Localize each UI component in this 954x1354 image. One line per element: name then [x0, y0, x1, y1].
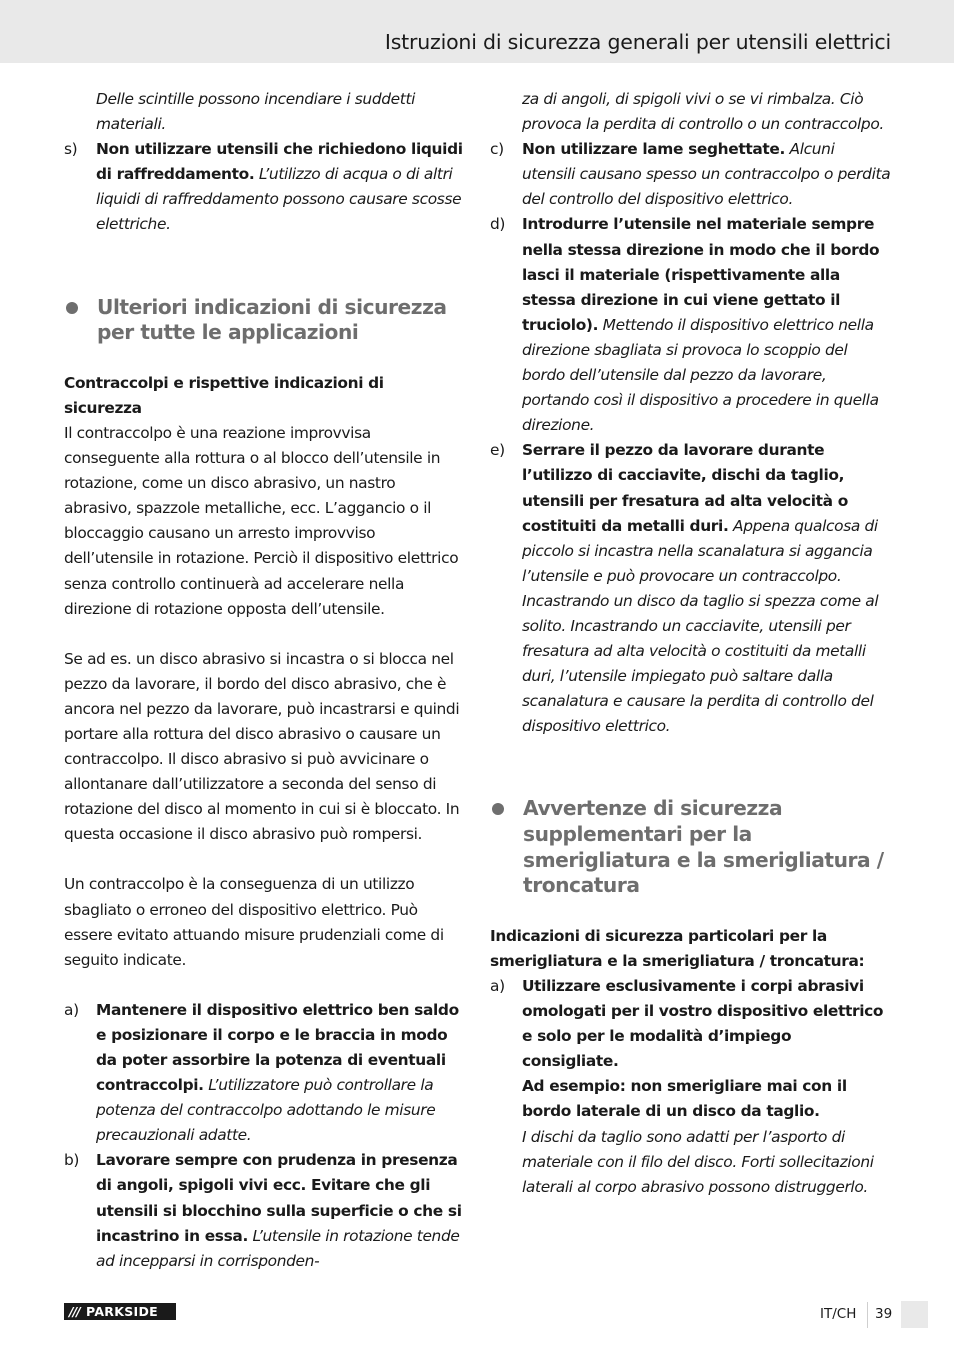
language-code: IT/CH — [820, 1306, 857, 1322]
list-item-c — [490, 137, 892, 212]
item-bold-text: Non utilizzare utensili che richiedono liquidi di raffreddamento. — [96, 140, 463, 184]
list-item-grinding-a — [490, 974, 892, 1200]
list-item-d — [490, 212, 892, 438]
item-bold-text-2: Ad esempio: non smerigliare mai con il bordo laterale di un disco da taglio. — [522, 1077, 847, 1121]
item-label: d) — [490, 215, 506, 234]
parkside-logo: /// PARKSIDE — [64, 1303, 176, 1320]
paragraph-3: Un contraccolpo è la conseguenza di un utilizzo sbagliato o erroneo del dispositivo elettrico. Può essere evitato attuando misure prudenziali come di seguito indicate. — [64, 875, 444, 969]
subheading-grinding: Indicazioni di sicurezza particolari per la smerigliatura e la smerigliatura / troncatura: — [490, 926, 865, 970]
paragraph-2: Se ad es. un disco abrasivo si incastra o si blocca nel pezzo da lavorare, il bordo del disco abrasivo, che è ancora nel pezzo da lavorare, può incastrarsi e quindi portare alla rottura del disco abrasivo o causare un contraccolpo. Il disco abrasivo si può avvicinare o allontanare dall’utilizzatore a seconda del senso di rotazione del disco al momento in cui si è bloccato. In questa occasione il disco abrasivo può rompersi. — [64, 649, 460, 844]
item-italic-text: Alcuni utensili causano spesso un contraccolpo o perdita del controllo del dispositivo elettrico. — [522, 140, 891, 209]
list-item-a — [64, 998, 466, 1149]
item-italic-text: L’utensile in rotazione tende ad incepparsi in corrisponden- — [96, 1226, 460, 1270]
item-bold-text: Introdurre l’utensile nel materiale sempre nella stessa direzione in modo che il bordo lasci il materiale (rispettivamente alla stessa direzione in cui viene gettato il truciolo). — [522, 215, 880, 334]
item-italic-text: Mettendo il dispositivo elettrico nella direzione sbagliata si provoca lo scoppio del bordo dell’utensile dal pezzo da lavorare, portando così il dispositivo a procedere in quella direzione. — [522, 315, 879, 435]
page-marker-box — [901, 1301, 928, 1328]
item-label: b) — [64, 1151, 80, 1170]
item-italic-text: L’utilizzo di acqua o di altri liquidi di raffreddamento possono causare scosse elettriche. — [96, 165, 462, 234]
item-bold-text: Utilizzare esclusivamente i corpi abrasivi omologati per il vostro dispositivo elettrico e solo per le modalità d’impiego consigliate. — [522, 977, 884, 1071]
item-bold-text: Mantenere il dispositivo elettrico ben saldo e posizionare il corpo e le braccia in modo da poter assorbire la potenza di eventuali contraccolpi. — [96, 1000, 459, 1095]
subheading-kickback: Contraccolpi e rispettive indicazioni di sicurezza — [64, 373, 384, 417]
item-italic-text: L’utilizzatore può controllare la potenza del contraccolpo adottando le misure precauzionali adatte. — [96, 1076, 436, 1145]
item-italic-text: Appena qualcosa di piccolo si incastra nella scanalatura si aggancia l’utensile e può provocare un contraccolpo. Incastrando un disco da taglio si spezza come al solito. Incastrando un cacciavite, utensili per fresatura ad alta velocità o costituiti da metalli duri, l’utensile impiegato può saltare dalla scanalatura e causare la perdita di controllo del dispositivo elettrico. — [522, 516, 879, 736]
item-bold-text: Lavorare sempre con prudenza in presenza di angoli, spigoli vivi ecc. Evitare che gli utensili si blocchino sulla superficie o che si incastrino in essa. — [96, 1151, 462, 1245]
list-item-s — [64, 137, 466, 237]
item-bold-text: Serrare il pezzo da lavorare durante l’utilizzo di cacciavite, dischi da taglio, utensili per fresatura ad alta velocità o costituiti da metalli duri. — [522, 441, 848, 535]
item-label: a) — [490, 977, 505, 995]
right-column — [490, 87, 892, 1200]
item-label: s) — [64, 140, 78, 159]
item-label: a) — [64, 1000, 79, 1019]
continued-paragraph: za di angoli, di spigoli vivi o se vi rimbalza. Ciò provoca la perdita di controllo o un contraccolpo. — [522, 90, 884, 134]
item-bold-text: Non utilizzare lame seghettate. — [522, 140, 785, 159]
page-header-title: Istruzioni di sicurezza generali per utensili elettrici — [384, 30, 891, 54]
page-footer — [0, 1300, 954, 1330]
page-number: 39 — [875, 1306, 893, 1322]
bullet-icon — [492, 803, 504, 815]
continued-paragraph: Delle scintille possono incendiare i suddetti materiali. — [96, 90, 416, 134]
left-column — [64, 87, 466, 1274]
paragraph-1: Il contraccolpo è una reazione improvvisa conseguente alla rottura o al blocco dell’utensile in rotazione, come un disco abrasivo, un nastro abrasivo, spazzole metalliche, ecc. L’aggancio o il bloccaggio causano un arresto improvviso dell’utensile in rotazione. Perciò il dispositivo elettrico senza controllo continuerà ad accelerare nella direzione di rotazione opposta dell’utensile. — [64, 423, 459, 618]
item-italic-text: I dischi da taglio sono adatti per l’asporto di materiale con il filo del disco. Forti sollecitazioni laterali al corpo abrasivo possono distruggerlo. — [522, 1127, 874, 1196]
bullet-icon — [66, 302, 78, 314]
footer-divider — [867, 1302, 868, 1328]
section-heading-2: Avvertenze di sicurezza supplementari per la smerigliatura e la smerigliatura / troncatura — [490, 796, 892, 898]
list-item-b — [64, 1148, 466, 1273]
list-item-e — [490, 438, 892, 739]
item-label: c) — [490, 140, 504, 159]
section-heading-1: Ulteriori indicazioni di sicurezza per tutte le applicazioni — [64, 295, 466, 346]
item-label: e) — [490, 441, 505, 460]
